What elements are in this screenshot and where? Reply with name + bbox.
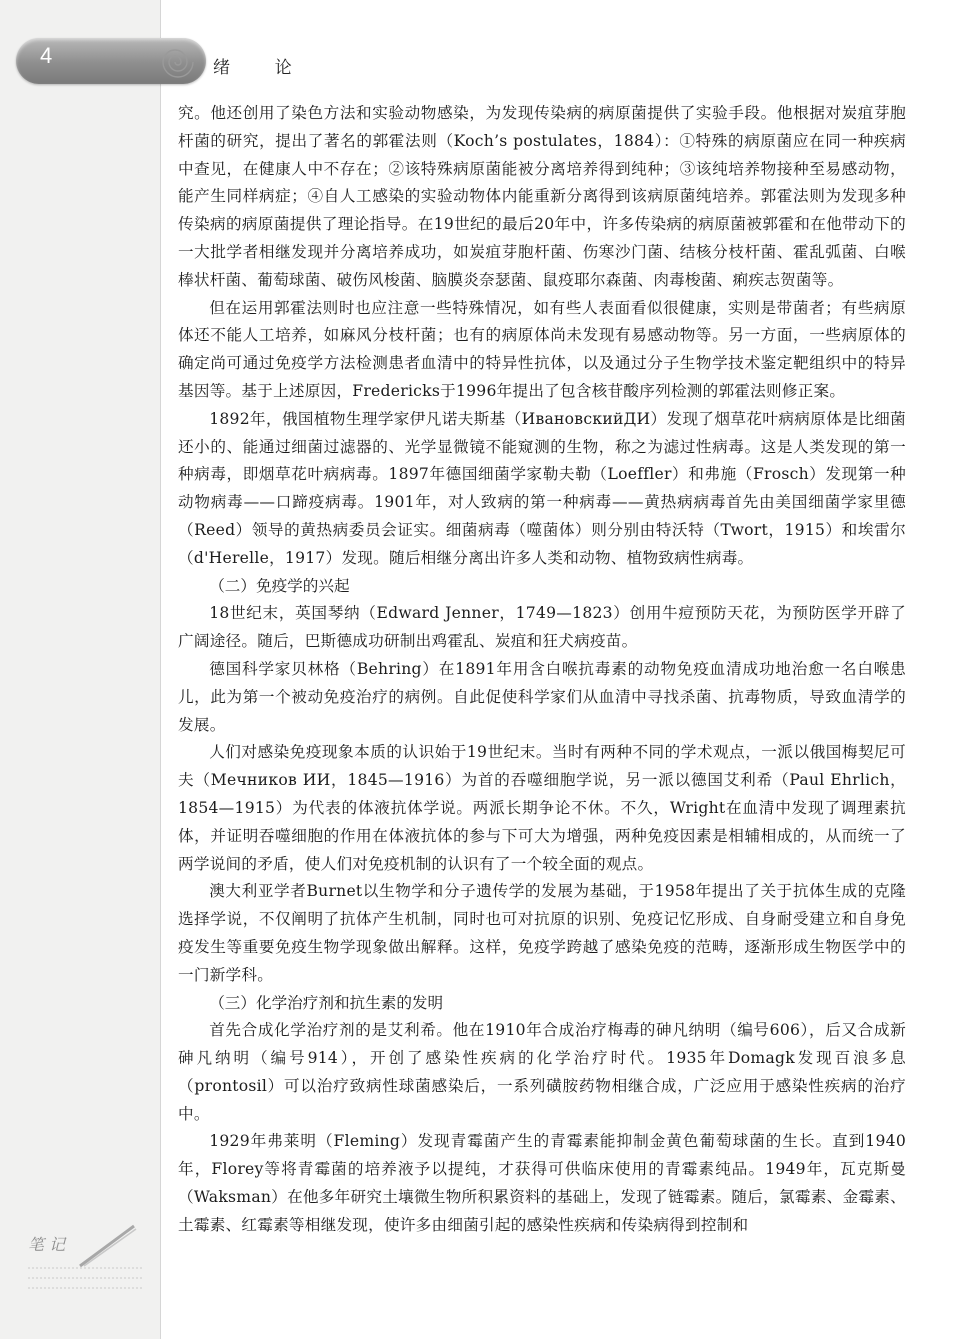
swirl-ornament-icon — [156, 40, 200, 84]
paragraph: 1892年，俄国植物生理学家伊凡诺夫斯基（ИвановскийДИ）发现了烟草花叶病病原体是比细菌还小的、能通过细菌过滤器的、光学显微镜不能窥测的生物，称之为滤过性病毒。这是人类发现的第一种病毒，即烟草花叶病病毒。1897年德国细菌学家勒夫勒（Loeffler）和弗施（Frosch）发现第一种动物病毒——口蹄疫病毒。1901年，对人致病的第一种病毒——黄热病病毒首先由美国细菌学家里德（Reed）领导的黄热病委员会证实。细菌病毒（噬菌体）则分别由特沃特（Twort，1915）和埃雷尔（d'Herelle，1917）发现。随后相继分离出许多人类和动物、植物致病性病毒。 — [178, 409, 906, 567]
paragraph: 人们对感染免疫现象本质的认识始于19世纪末。当时有两种不同的学术观点，一派以俄国梅契尼可夫（Мечников ИИ，1845—1916）为首的吞噬细胞学说，另一派以德国艾利希（Paul Ehrlich，1854—1915）为代表的体液抗体学说。两派长期争论不休。不久，Wright在血清中发现了调理素抗体，并证明吞噬细胞的作用在体液抗体的参与下可大为增强，两种免疫因素是相辅相成的，从而统一了两学说间的矛盾，使人们对免疫机制的认识有了一个较全面的观点。 — [178, 743, 906, 873]
paragraph: 究。他还创用了染色方法和实验动物感染，为发现传染病的病原菌提供了实验手段。他根据对炭疽芽胞杆菌的研究，提出了著名的郭霍法则（Koch’s postulates，1884）：①特殊的病原菌应在同一种疾病中查见，在健康人中不存在；②该特殊病原菌能被分离培养得到纯种；③该纯培养物接种至易感动物，能产生同样病症；④自人工感染的实验动物体内能重新分离得到该病原菌纯培养。郭霍法则为发现多种传染病的病原菌提供了理论指导。在19世纪的最后20年中，许多传染病的病原菌被郭霍和在他带动下的一大批学者相继发现并分离培养成功，如炭疽芽胞杆菌、伤寒沙门菌、结核分枝杆菌、霍乱弧菌、白喉棒状杆菌、葡萄球菌、破伤风梭菌、脑膜炎奈瑟菌、鼠疫耶尔森菌、肉毒梭菌、痢疾志贺菌等。 — [178, 104, 906, 289]
body-text — [178, 100, 906, 1240]
section-heading: （三）化学治疗剂和抗生素的发明 — [209, 994, 444, 1012]
page-number: 4 — [40, 43, 53, 68]
paragraph: 首先合成化学治疗剂的是艾利希。他在1910年合成治疗梅毒的砷凡纳明（编号606），后又合成新砷凡纳明（编号914），开创了感染性疾病的化学治疗时代。1935年Domagk发现百浪多息（prontosil）可以治疗致病性球菌感染后，一系列磺胺药物相继合成，广泛应用于感染性疾病的治疗中。 — [178, 1021, 906, 1123]
paragraph: 1929年弗莱明（Fleming）发现青霉菌产生的青霉素能抑制金黄色葡萄球菌的生长。直到1940年，Florey等将青霉菌的培养液予以提纯，才获得可供临床使用的青霉素纯品。1949年，瓦克斯曼（Waksman）在他多年研究土壤微生物所积累资料的基础上，发现了链霉素。随后，氯霉素、金霉素、土霉素、红霉素等相继发现，使许多由细菌引起的感染性疾病和传染病得到控制和 — [178, 1132, 906, 1234]
paragraph: 18世纪末，英国琴纳（Edward Jenner，1749—1823）创用牛痘预防天花，为预防医学开辟了广阔途径。随后，巴斯德成功研制出鸡霍乱、炭疽和狂犬病疫苗。 — [178, 604, 906, 651]
chapter-header-title: 绪 论 — [213, 58, 312, 77]
paragraph: 但在运用郭霍法则时也应注意一些特殊情况，如有些人表面看似很健康，实则是带菌者；有些病原体还不能人工培养，如麻风分枝杆菌；也有的病原体尚未发现有易感动物等。另一方面，一些病原体的确定尚可通过免疫学方法检测患者血清中的特异性抗体，以及通过分子生物学技术鉴定靶组织中的特异基因等。基于上述原因，Fredericks于1996年提出了包含核苷酸序列检测的郭霍法则修正案。 — [178, 298, 906, 400]
notes-label: 笔 记 — [28, 1235, 66, 1254]
notes-margin-column — [0, 0, 160, 1339]
note-lines-decoration — [28, 1262, 142, 1292]
paragraph: 德国科学家贝林格（Behring）在1891年用含白喉抗毒素的动物免疫血清成功地治愈一名白喉患儿，此为第一个被动免疫治疗的病例。自此促使科学家们从血清中寻找杀菌、抗毒物质，导致血清学的发展。 — [178, 659, 906, 734]
section-heading: （二）免疫学的兴起 — [209, 577, 350, 595]
margin-divider — [160, 0, 161, 1339]
paragraph: 澳大利亚学者Burnet以生物学和分子遗传学的发展为基础，于1958年提出了关于抗体生成的克隆选择学说，不仅阐明了抗体产生机制，同时也可对抗原的识别、免疫记忆形成、自身耐受建立和自身免疫发生等重要免疫生物学现象做出解释。这样，免疫学跨越了感染免疫的范畴，逐渐形成生物医学中的一门新学科。 — [178, 882, 906, 984]
